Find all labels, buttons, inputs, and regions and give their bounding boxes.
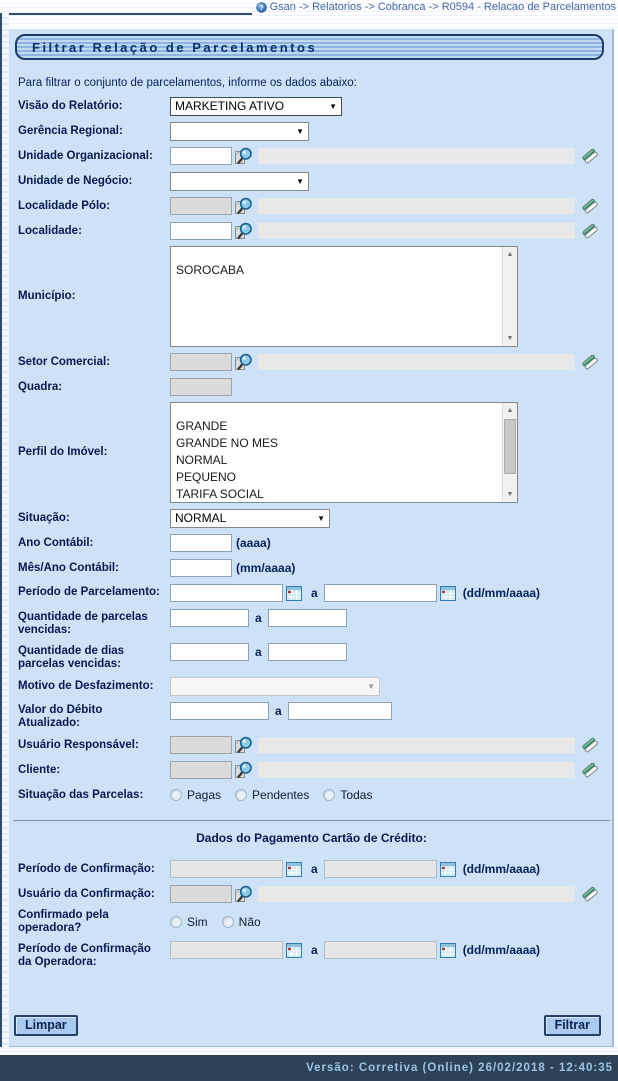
calendar-icon[interactable] — [286, 943, 302, 958]
scroll-down-icon[interactable]: ▼ — [506, 335, 514, 342]
field-row-setor-comercial — [18, 352, 610, 372]
radio-nao-label: Não — [238, 915, 261, 929]
periodo-operadora-label: Período de Confirmação da Operadora: — [18, 943, 151, 968]
field-row-localidade — [18, 221, 610, 241]
calendar-icon[interactable] — [440, 586, 456, 601]
motivo-desfazimento-select — [170, 677, 380, 696]
setor-comercial-label: Setor Comercial: — [18, 355, 111, 368]
localidade-polo-label: Localidade Pólo: — [18, 199, 111, 212]
field-row-unidade-negocio — [18, 171, 610, 191]
card-section-title: Dados do Pagamento Cartão de Crédito: — [196, 831, 427, 845]
field-row-quadra — [18, 377, 610, 397]
field-row-qtd-dias-parcelas-vencidas — [18, 642, 610, 671]
list-option[interactable]: SOROCABA — [176, 263, 245, 277]
calendar-icon[interactable] — [286, 586, 302, 601]
field-row-unidade-organizacional — [18, 146, 610, 166]
scroll-up-icon[interactable]: ▲ — [506, 251, 514, 258]
cliente-label: Cliente: — [18, 763, 61, 776]
radio-todas-label: Todas — [340, 788, 373, 802]
radio-nao[interactable] — [222, 916, 234, 928]
field-row-confirmado-operadora — [18, 909, 610, 935]
help-icon[interactable] — [256, 2, 267, 13]
window-left-edge — [0, 13, 9, 1053]
qtd-parcelas-vencidas-to-input[interactable] — [268, 609, 347, 627]
list-option[interactable]: TARIFA SOCIAL — [176, 487, 264, 501]
radio-sim-label: Sim — [187, 915, 208, 929]
limpar-button[interactable]: Limpar — [14, 1015, 78, 1036]
periodo-confirmacao-label: Período de Confirmação: — [18, 862, 155, 875]
situacao-value: NORMAL — [175, 511, 227, 525]
municipio-label: Município: — [18, 290, 76, 302]
unidade-organizacional-label: Unidade Organizacional: — [18, 149, 153, 162]
range-separator: a — [255, 611, 262, 625]
list-option[interactable]: GRANDE NO MES — [176, 436, 279, 450]
scrollbar-thumb[interactable] — [504, 419, 516, 474]
ano-contabil-input[interactable] — [170, 534, 232, 552]
gerencia-regional-label: Gerência Regional: — [18, 124, 123, 137]
field-row-motivo-desfazimento — [18, 676, 610, 696]
perfil-imovel-scrollbar[interactable] — [502, 403, 517, 502]
eraser-icon[interactable] — [581, 736, 599, 754]
radio-todas[interactable] — [323, 789, 335, 801]
field-row-perfil-imovel — [18, 402, 610, 503]
range-separator: a — [275, 704, 282, 718]
ano-contabil-label: Ano Contábil: — [18, 536, 94, 549]
periodo-confirmacao-from-input — [170, 860, 283, 878]
usuario-responsavel-description — [258, 737, 575, 753]
usuario-confirmacao-label: Usuário da Confirmação: — [18, 887, 155, 900]
flex-spacer — [13, 974, 610, 1015]
municipio-listbox[interactable] — [170, 246, 518, 347]
section-divider — [13, 820, 610, 821]
ano-contabil-hint: (aaaa) — [236, 536, 271, 550]
perfil-imovel-listbox[interactable] — [170, 402, 518, 503]
search-icon[interactable] — [234, 147, 253, 165]
field-row-mes-ano-contabil — [18, 558, 610, 578]
filtrar-button[interactable]: Filtrar — [544, 1015, 601, 1036]
cliente-description — [258, 762, 575, 778]
periodo-parcelamento-hint: (dd/mm/aaaa) — [462, 586, 541, 600]
usuario-confirmacao-code-input — [170, 885, 232, 903]
search-icon[interactable] — [234, 885, 253, 903]
breadcrumb — [256, 1, 616, 13]
field-row-ano-contabil — [18, 533, 610, 553]
calendar-icon[interactable] — [440, 862, 456, 877]
mes-ano-contabil-hint: (mm/aaaa) — [236, 561, 296, 575]
field-row-usuario-confirmacao — [18, 884, 610, 904]
valor-debito-to-input[interactable] — [288, 702, 392, 720]
unidade-negocio-label: Unidade de Negócio: — [18, 174, 133, 187]
page-title — [15, 34, 604, 60]
gerencia-regional-select[interactable] — [170, 122, 309, 141]
confirmado-operadora-label: Confirmado pela operadora? — [18, 909, 109, 934]
mes-ano-contabil-input[interactable] — [170, 559, 232, 577]
field-row-periodo-confirmacao — [18, 859, 610, 879]
unidade-organizacional-code-input[interactable] — [170, 147, 232, 165]
periodo-confirmacao-hint: (dd/mm/aaaa) — [462, 862, 541, 876]
eraser-icon[interactable] — [581, 147, 599, 165]
localidade-polo-description — [258, 198, 575, 214]
eraser-icon[interactable] — [581, 761, 599, 779]
periodo-operadora-hint: (dd/mm/aaaa) — [462, 943, 541, 957]
periodo-confirmacao-to-input — [324, 860, 437, 878]
chevron-down-icon: ▼ — [317, 513, 325, 523]
range-separator: a — [311, 586, 318, 600]
field-row-localidade-polo — [18, 196, 610, 216]
eraser-icon[interactable] — [581, 222, 599, 240]
field-row-gerencia-regional — [18, 121, 610, 141]
chevron-down-icon: ▼ — [296, 126, 304, 136]
search-icon[interactable] — [234, 197, 253, 215]
periodo-operadora-from-input — [170, 941, 283, 959]
chevron-down-icon: ▼ — [329, 101, 337, 111]
usuario-confirmacao-description — [258, 886, 575, 902]
field-row-periodo-parcelamento — [18, 583, 610, 603]
radio-pagas-label: Pagas — [187, 788, 222, 802]
periodo-parcelamento-label: Período de Parcelamento: — [18, 586, 160, 598]
radio-pendentes[interactable] — [235, 789, 247, 801]
unidade-organizacional-description — [258, 148, 575, 164]
list-option[interactable]: GRANDE — [176, 419, 228, 433]
valor-debito-from-input[interactable] — [170, 702, 269, 720]
cliente-code-input — [170, 761, 232, 779]
qtd-parcelas-vencidas-from-input[interactable] — [170, 609, 249, 627]
list-option[interactable]: PEQUENO — [176, 470, 237, 484]
field-row-qtd-parcelas-vencidas — [18, 608, 610, 637]
unidade-negocio-select[interactable] — [170, 172, 309, 191]
button-row — [13, 1015, 610, 1038]
usuario-responsavel-label: Usuário Responsável: — [18, 738, 139, 751]
top-bar — [0, 0, 618, 29]
search-icon[interactable] — [234, 222, 253, 240]
field-row-usuario-responsavel — [18, 735, 610, 755]
range-separator: a — [311, 862, 318, 876]
range-separator: a — [311, 943, 318, 957]
eraser-icon[interactable] — [581, 353, 599, 371]
radio-sim[interactable] — [170, 916, 182, 928]
qtd-dias-parcelas-vencidas-label: Quantidade de dias parcelas vencidas: — [18, 645, 125, 670]
perfil-imovel-label: Perfil do Imóvel: — [18, 446, 108, 458]
search-icon[interactable] — [234, 761, 253, 779]
search-icon[interactable] — [234, 353, 253, 371]
scroll-down-icon[interactable]: ▼ — [506, 491, 514, 498]
field-row-valor-debito — [18, 701, 610, 730]
setor-comercial-code-input — [170, 353, 232, 371]
breadcrumb-text: Gsan -> Relatorios -> Cobranca -> R0594 - Relacao de Parcelamentos — [269, 1, 616, 13]
periodo-parcelamento-from-input[interactable] — [170, 584, 283, 602]
field-row-cliente — [18, 760, 610, 780]
quadra-input — [170, 378, 232, 396]
radio-pagas[interactable] — [170, 789, 182, 801]
field-row-visao-relatorio — [18, 96, 610, 116]
field-row-situacao-parcelas — [18, 785, 610, 805]
eraser-icon[interactable] — [581, 197, 599, 215]
periodo-parcelamento-to-input[interactable] — [324, 584, 437, 602]
qtd-dias-parcelas-vencidas-from-input[interactable] — [170, 643, 249, 661]
localidade-polo-code-input — [170, 197, 232, 215]
localidade-description — [258, 223, 575, 239]
version-text: Versão: Corretiva (Online) 26/02/2018 - 12:40:35 — [306, 1062, 613, 1074]
mes-ano-contabil-label: Mês/Ano Contábil: — [18, 561, 119, 574]
localidade-code-input[interactable] — [170, 222, 232, 240]
chevron-down-icon: ▼ — [296, 176, 304, 186]
filter-form-panel — [9, 29, 614, 1047]
nav-divider — [0, 13, 252, 15]
municipio-scrollbar[interactable] — [502, 247, 517, 346]
chevron-down-icon: ▼ — [367, 681, 375, 691]
visao-relatorio-select[interactable] — [170, 97, 342, 116]
qtd-parcelas-vencidas-label: Quantidade de parcelas vencidas: — [18, 611, 148, 636]
field-row-periodo-operadora — [18, 940, 610, 969]
motivo-desfazimento-label: Motivo de Desfazimento: — [18, 679, 154, 692]
field-row-municipio — [18, 246, 610, 347]
footer-bar — [0, 1053, 618, 1081]
search-icon[interactable] — [234, 736, 253, 754]
list-option[interactable]: NORMAL — [176, 453, 228, 467]
intro-text: Para filtrar o conjunto de parcelamentos, informe os dados abaixo: — [18, 77, 357, 89]
calendar-icon[interactable] — [440, 943, 456, 958]
page-title-text: Filtrar Relação de Parcelamentos — [32, 39, 318, 55]
periodo-operadora-to-input — [324, 941, 437, 959]
valor-debito-label: Valor do Débito Atualizado: — [18, 704, 103, 729]
eraser-icon[interactable] — [581, 885, 599, 903]
visao-relatorio-label: Visão do Relatório: — [18, 99, 123, 112]
setor-comercial-description — [258, 354, 575, 370]
field-row-situacao — [18, 508, 610, 528]
visao-relatorio-value: MARKETING ATIVO — [175, 99, 285, 113]
localidade-label: Localidade: — [18, 224, 82, 237]
range-separator: a — [255, 645, 262, 659]
situacao-parcelas-label: Situação das Parcelas: — [18, 788, 144, 801]
scroll-up-icon[interactable]: ▲ — [506, 407, 514, 414]
quadra-label: Quadra: — [18, 380, 63, 393]
situacao-label: Situação: — [18, 511, 70, 524]
calendar-icon[interactable] — [286, 862, 302, 877]
qtd-dias-parcelas-vencidas-to-input[interactable] — [268, 643, 347, 661]
usuario-responsavel-code-input — [170, 736, 232, 754]
situacao-select[interactable] — [170, 509, 330, 528]
radio-pendentes-label: Pendentes — [252, 788, 310, 802]
